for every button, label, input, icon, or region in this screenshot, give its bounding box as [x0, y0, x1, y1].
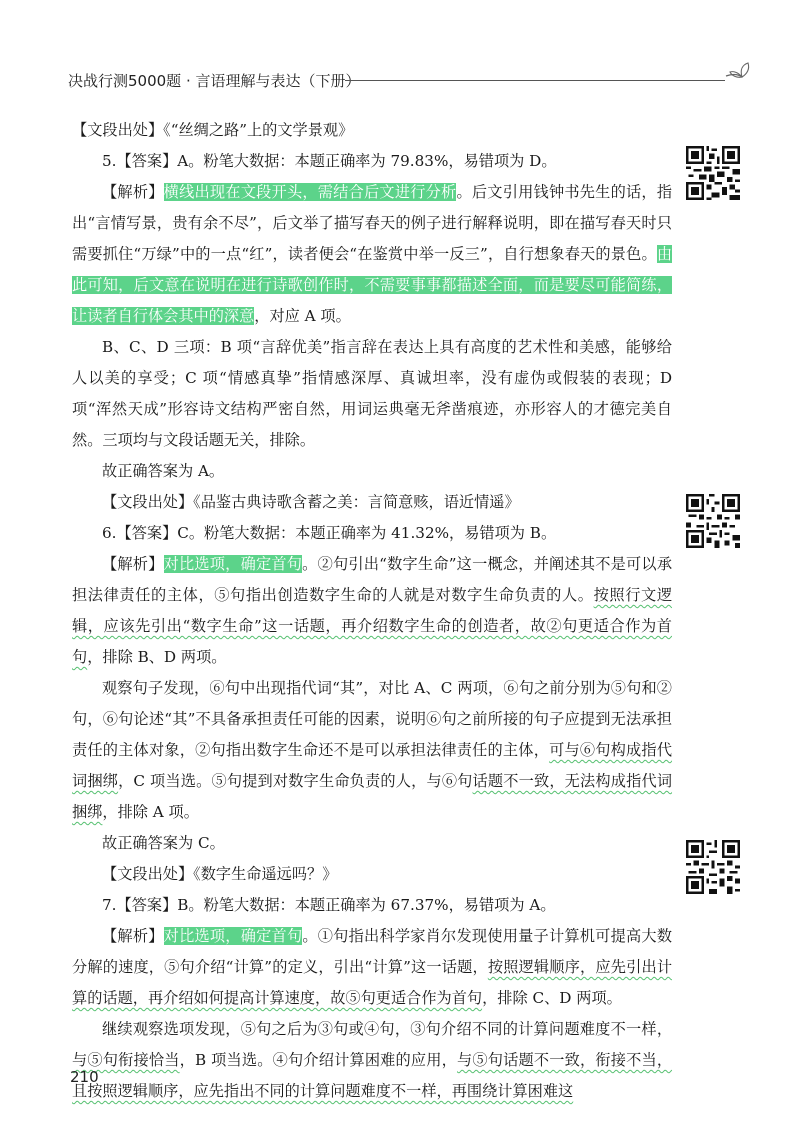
underline: 可与⑥句构成指代词捆绑 [72, 741, 673, 790]
underline: 按照逻辑顺序，应先引出计算的话题，再介绍如何提高计算速度，故⑤句更适合作为首句 [72, 958, 673, 1007]
underline: 按照行文逻辑，应该先引出“数字生命”这一话题，再介绍数字生命的创造者，故②句更适合作为首句 [72, 586, 673, 666]
qr-code-icon[interactable] [686, 494, 740, 548]
conclusion-line: 故正确答案为 A。 [102, 462, 225, 480]
running-header [60, 64, 750, 88]
analysis-paragraph: 【解析】横线出现在文段开头，需结合后文进行分析。后文引用钱钟书先生的话，指出“言情写景，贵有余不尽”，后文举了描写春天的例子进行解释说明，即在描写春天时只需要抓住“万绿”中的一点“红”，读者便会“在鉴赏中举一反三”，自行想象春天的景色。由此可知，后文意在说明在进行诗歌创作时，不需要事事都描述全面，而是要尽可能简练，让读者自行体会其中的深意，对应 A 项。 [72, 183, 673, 325]
highlight: 对比选项，确定首句 [163, 555, 303, 573]
highlight: 由此可知，后文意在说明在进行诗歌创作时，不需要事事都描述全面，而是要尽可能简练，让读者自行体会其中的深意 [72, 245, 672, 325]
underline: 话题不一致，无法构成指代词捆绑 [72, 772, 673, 821]
analysis-paragraph: 继续观察选项发现，⑤句之后为③句或④句，③句介绍不同的计算问题难度不一样，与⑤句衔接恰当，B 项当选。④句介绍计算困难的应用，与⑤句话题不一致，衔接不当，且按照逻辑顺序，应先指出不同的计算问题难度不一样，再围绕计算困难这 [72, 1020, 673, 1100]
analysis-paragraph: 【解析】对比选项，确定首句。①句指出科学家肖尔发现使用量子计算机可提高大数分解的速度，⑤句介绍“计算”的定义，引出“计算”这一话题，按照逻辑顺序，应先引出计算的话题，再介绍如何提高计算速度，故⑤句更适合作为首句，排除 C、D 两项。 [72, 927, 673, 1007]
page-body [72, 115, 672, 1107]
answer-line: 5.【答案】A。粉笔大数据：本题正确率为 79.83%，易错项为 D。 [102, 152, 557, 170]
underline: 与⑤句衔接恰当 [72, 1051, 180, 1069]
highlight: 横线出现在文段开头，需结合后文进行分析 [163, 183, 457, 201]
sprout-icon [724, 60, 754, 82]
analysis-paragraph: 观察句子发现，⑥句中出现指代词“其”，对比 A、C 两项，⑥句之前分别为⑤句和②句，⑥句论述“其”不具备承担责任可能的因素，说明⑥句之前所接的句子应提到无法承担责任的主体对象，②句指出数字生命还不是可以承担法律责任的主体，可与⑥句构成指代词捆绑，C 项当选。⑤句提到对数字生命负责的人，与⑥句话题不一致，无法构成指代词捆绑，排除 A 项。 [72, 679, 673, 821]
header-rule [345, 80, 725, 81]
book-title: 决战行测5000题 · 言语理解与表达（下册） [68, 72, 361, 90]
answer-line: 7.【答案】B。粉笔大数据：本题正确率为 67.37%，易错项为 A。 [102, 896, 556, 914]
underline: 与⑤句话题不一致，衔接不当，且按照逻辑顺序，应先指出不同的计算问题难度不一样，再围绕计算困难这 [72, 1051, 673, 1100]
source-line: 【文段出处】《“丝绸之路”上的文学景观》 [72, 121, 354, 139]
qr-code-icon[interactable] [686, 146, 740, 200]
source-line: 【文段出处】《数字生命遥远吗？》 [102, 865, 338, 883]
analysis-paragraph: B、C、D 三项：B 项“言辞优美”指言辞在表达上具有高度的艺术性和美感，能够给人以美的享受；C 项“情感真挚”指情感深厚、真诚坦率，没有虚伪或假装的表现；D 项“浑然天成”形容诗文结构严密自然，用词运典毫无斧凿痕迹，亦形容人的才德完美自然。三项均与文段话题无关，排除。 [72, 338, 672, 449]
analysis-paragraph: 【解析】对比选项，确定首句。②句引出“数字生命”这一概念，并阐述其不是可以承担法律责任的主体，⑤句指出创造数字生命的人就是对数字生命负责的人。按照行文逻辑，应该先引出“数字生命”这一话题，再介绍数字生命的创造者，故②句更适合作为首句，排除 B、D 两项。 [72, 555, 673, 666]
source-line: 【文段出处】《品鉴古典诗歌含蓄之美：言简意赅，语近情遥》 [102, 493, 520, 511]
highlight: 对比选项，确定首句 [163, 927, 303, 945]
answer-line: 6.【答案】C。粉笔大数据：本题正确率为 41.32%，易错项为 B。 [102, 524, 557, 542]
conclusion-line: 故正确答案为 C。 [102, 834, 225, 852]
page-number: 210 [70, 1068, 99, 1086]
qr-code-icon[interactable] [686, 840, 740, 894]
